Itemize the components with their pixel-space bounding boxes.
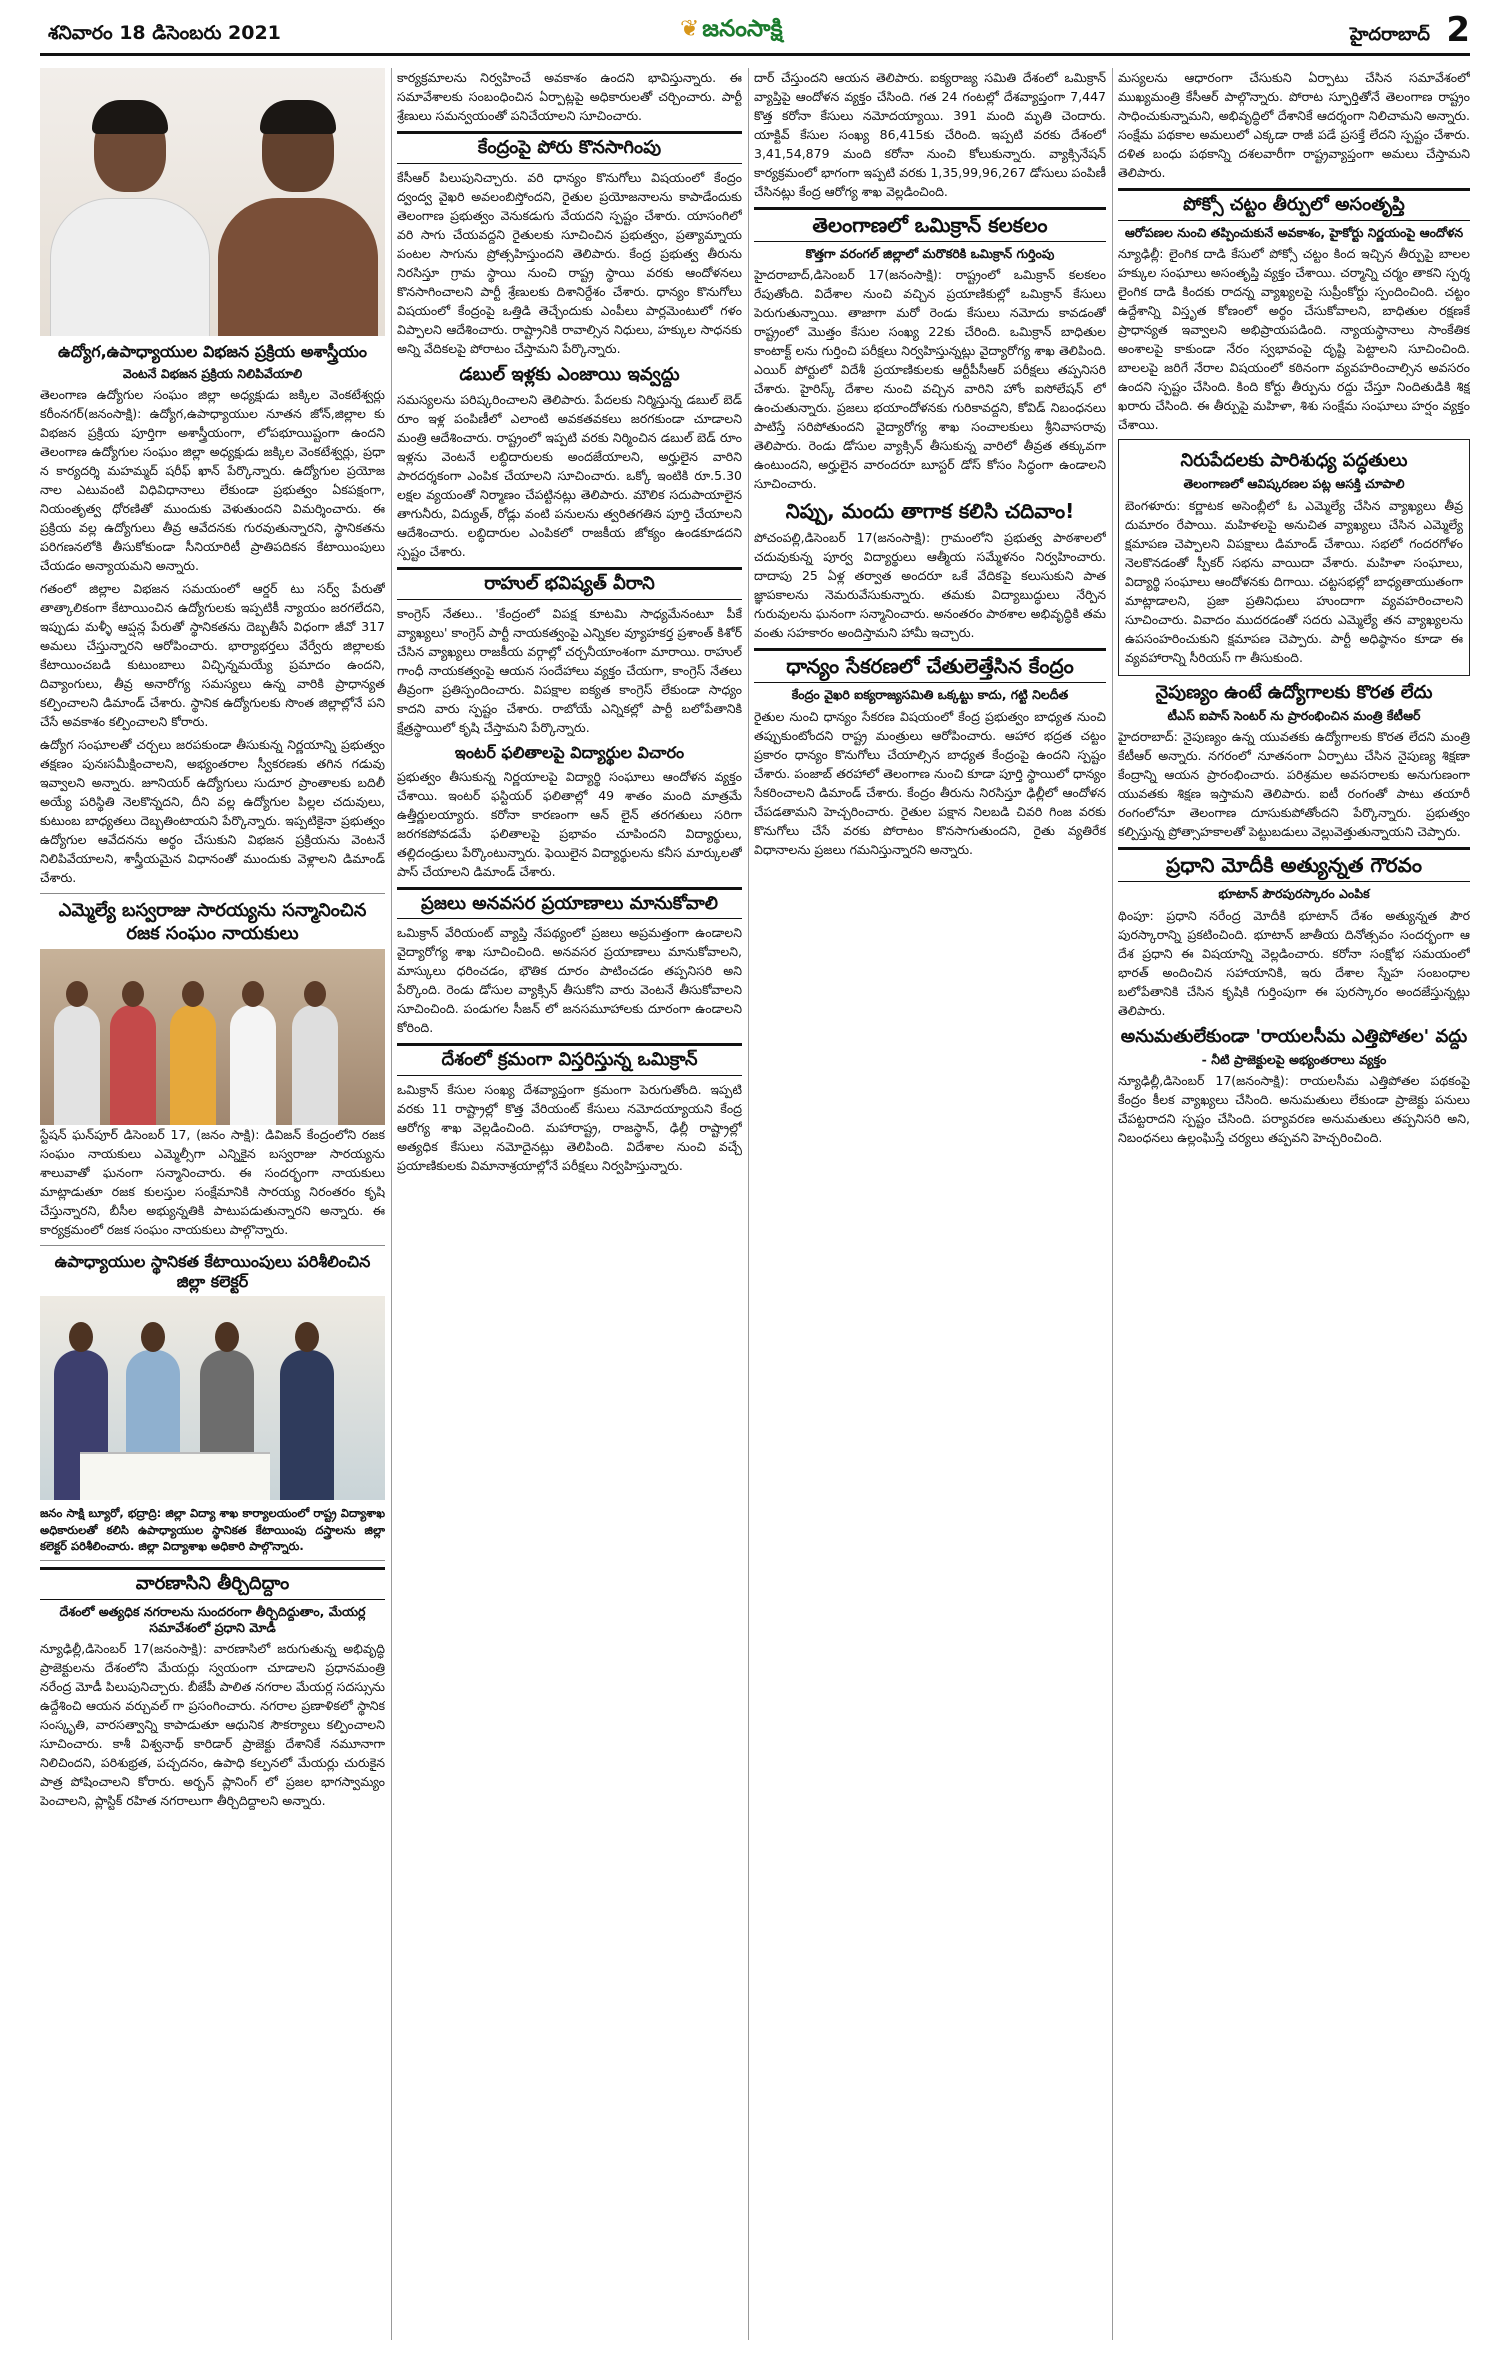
column-divider (1112, 68, 1113, 2340)
issue-date: శనివారం 18 డిసెంబరు 2021 (48, 22, 281, 44)
column-4 (1118, 68, 1470, 2340)
headline: ధాన్యం సేకరణలో చేతులెత్తేసిన కేంద్రం (754, 648, 1106, 683)
headline: పోక్సో చట్టం తీర్పులో అసంతృప్తి (1118, 188, 1470, 221)
person-figure (50, 86, 210, 336)
article-body: న్యూఢిల్లీ,డిసెంబర్ 17(జనంసాక్షి): రాయలసీమ ఎత్తిపోతల పథకంపై కేంద్రం కీలక వ్యాఖ్యలు చేసింది. అనుమతులు లేకుండా ప్రాజెక్టు పనులు చేపట్టరాదని స్పష్టం చేసింది. పర్యావరణ అనుమతులు తప్పనిసరి అని, నిబంధనలు ఉల్లంఘిస్తే చర్యలు తప్పవని హెచ్చరించింది. (1118, 1073, 1470, 1146)
subheadline: టీఎస్ ఐపాస్ సెంటర్ ను ప్రారంభించిన మంత్రి కేటీఆర్ (1167, 708, 1421, 723)
column-1 (40, 68, 385, 2340)
person-figure (218, 86, 378, 336)
article-body: ప్రభుత్వం తీసుకున్న నిర్ణయాలపై విద్యార్థి సంఘాలు ఆందోళన వ్యక్తం చేశాయి. ఇంటర్ ఫస్టియర్ ఫలితాల్లో 49 శాతం మంది మాత్రమే ఉత్తీర్ణులయ్యారు. కరోనా కారణంగా ఆన్ లైన్ తరగతులు సరిగా జరగకపోవడమే ఫలితాలపై ప్రభావం చూపిందని విద్యార్థులు, తల్లిదండ్రులు పేర్కొంటున్నారు. ఫెయిలైన విద్యార్థులను కనీస మార్కులతో పాస్ చేయాలని డిమాండ్ చేశారు. (397, 768, 742, 879)
article-body: కార్యక్రమాలను నిర్వహించే అవకాశం ఉందని భావిస్తున్నారు. ఈ సమావేశాలకు సంబంధించిన ఏర్పాట్లపై అధికారులతో చర్చించారు. పార్టీ శ్రేణులు సమన్వయంతో పనిచేయాలని సూచించారు. (397, 70, 742, 123)
headline: ఎమ్మెల్యే బస్వరాజు సారయ్యను సన్మానించిన రజక సంఘం నాయకులు (58, 900, 367, 944)
felicitation-photo (40, 949, 385, 1125)
subheadline: - నీటి ప్రాజెక్టులపై అభ్యంతరాలు వ్యక్తం (1201, 1052, 1387, 1067)
edition-city: హైదరాబాద్ (1349, 24, 1430, 45)
headline: వారణాసిని తీర్చిదిద్దాం (40, 1567, 385, 1600)
subheadline: కేంద్రం వైఖరి ఐక్యరాజ్యసమితి ఒక్కట్టు కాదు, గట్టి నిలదీత (791, 687, 1069, 703)
leaf-icon: ❦ (680, 16, 700, 42)
headline: దేశంలో క్రమంగా విస్తరిస్తున్న ఒమిక్రాన్ (397, 1043, 742, 1076)
column-3 (754, 68, 1106, 2340)
headline: ప్రధాని మోదీకి అత్యున్నత గౌరవం (1118, 847, 1470, 882)
article-body: సమస్యలను పరిష్కరించాలని తెలిపారు. పేదలకు నిర్మిస్తున్న డబుల్ బెడ్ రూం ఇళ్ల పంపిణీలో ఎలాంటి అవకతవకలు జరగకుండా చూడాలని మంత్రి ఆదేశించారు. రాష్ట్రంలో ఇప్పటి వరకు నిర్మించిన డబుల్ బెడ్ రూం ఇళ్లను వెంటనే లబ్ధిదారులకు అందజేయాలని, అర్హులైన వారిని పారదర్శకంగా ఎంపిక చేయాలని సూచించారు. ఒక్కో ఇంటికి రూ.5.30 లక్షల వ్యయంతో నిర్మాణం చేపట్టినట్లు తెలిపారు. మౌలిక సదుపాయాలైన తాగునీరు, విద్యుత్, రోడ్లు వంటి పనులను త్వరితగతిన పూర్తి చేయాలని ఆదేశించారు. లబ్ధిదారుల ఎంపికలో రాజకీయ జోక్యం ఉండకూడదని స్పష్టం చేశారు. (397, 392, 742, 559)
article-box (1118, 439, 1470, 676)
article-body: ఒమిక్రాన్ వేరియంట్ వ్యాప్తి నేపథ్యంలో ప్రజలు అప్రమత్తంగా ఉండాలని వైద్యారోగ్య శాఖ సూచించింది. అనవసర ప్రయాణాలు మానుకోవాలని, మాస్కులు ధరించడం, భౌతిక దూరం పాటించడం తప్పనిసరి అని పేర్కొంది. రెండు డోసుల వ్యాక్సిన్ తీసుకోని వారు వెంటనే తీసుకోవాలని సూచించింది. పండుగల సీజన్ లో జనసమూహాలకు దూరంగా ఉండాలని కోరింది. (397, 925, 742, 1035)
subheadline: వెంటనే విభజన ప్రక్రియ నిలిపివేయాలి (122, 366, 303, 381)
article-body: కాంగ్రెస్ నేతలు.. 'కేంద్రంలో విపక్ష కూటమి సాధ్యమేనంటూ పీకే వ్యాఖ్యలు' కాంగ్రెస్ పార్టీ నాయకత్వంపై ఎన్నికల వ్యూహకర్త ప్రశాంత్ కిశోర్ చేసిన వ్యాఖ్యలు రాజకీయ వర్గాల్లో చర్చనీయాంశంగా మారాయి. రాహుల్ గాంధీ నాయకత్వంపై ఆయన సందేహాలు వ్యక్తం చేయగా, కాంగ్రెస్ నేతలు తీవ్రంగా ప్రతిస్పందించారు. విపక్షాల ఐక్యత కాంగ్రెస్ లేకుండా సాధ్యం కాదని వారు స్పష్టం చేశారు. రాబోయే ఎన్నికల్లో పార్టీ బలోపేతానికి క్షేత్రస్థాయిలో కృషి చేస్తామని పేర్కొన్నారు. (397, 605, 742, 735)
newspaper-name: జనంసాక్షి (702, 16, 783, 42)
headline: నిప్పు, మందు తాగాక కలిసి చదివాం! (785, 499, 1075, 524)
page-number: 2 (1446, 10, 1470, 50)
headline: అనుమతులేకుండా 'రాయలసీమ ఎత్తిపోతల' వద్దు (1120, 1025, 1468, 1047)
article-body: న్యూఢిల్లీ,డిసెంబర్ 17(జనంసాక్షి): వారణాసిలో జరుగుతున్న అభివృద్ధి ప్రాజెక్టులను దేశంలోని మేయర్లు స్వయంగా చూడాలని ప్రధానమంత్రి నరేంద్ర మోడీ పిలుపునిచ్చారు. బీజేపీ పాలిత నగరాల మేయర్ల సదస్సును ఉద్దేశించి ఆయన వర్చువల్ గా ప్రసంగించారు. నగరాల ప్రణాళికలో స్థానిక సంస్కృతి, వారసత్వాన్ని కాపాడుతూ ఆధునిక సౌకర్యాలు కల్పించాలని సూచించారు. కాశీ విశ్వనాథ్ కారిడార్ ప్రాజెక్టు దేశానికే నమూనాగా నిలిచిందని, పరిశుభ్రత, పచ్చదనం, ఉపాధి కల్పనలో మేయర్లు చురుకైన పాత్ర పోషించాలని కోరారు. అర్బన్ ప్లానింగ్ లో ప్రజల భాగస్వామ్యం పెంచాలని, ప్లాస్టిక్ రహిత నగరాలుగా తీర్చిదిద్దాలని అన్నారు. (40, 1641, 385, 1809)
headline: ఉపాధ్యాయుల స్థానికత కేటాయింపులు పరిశీలించిన జిల్లా కలెక్టర్ (54, 1252, 371, 1292)
photo-caption: జనం సాక్షి బ్యూరో, భద్రాద్రి: జిల్లా విద్యా శాఖ కార్యాలయంలో రాష్ట్ర విద్యాశాఖ అధికారులతో కలిసి ఉపాధ్యాయుల స్థానికత కేటాయింపు దస్త్రాలను జిల్లా కలెక్టర్ పరిశీలించారు. జిల్లా విద్యాశాఖ అధికారి పాల్గొన్నారు. (40, 1506, 385, 1553)
column-2 (397, 68, 742, 2340)
article-body: థింపూ: ప్రధాని నరేంద్ర మోదీకి భూటాన్ దేశం అత్యున్నత పౌర పురస్కారాన్ని ప్రకటించింది. భూటాన్ జాతీయ దినోత్సవం సందర్భంగా ఆ దేశ ప్రధాని ఈ విషయాన్ని వెల్లడించారు. కరోనా సంక్షోభ సమయంలో భారత్ అందించిన సహాయానికి, ఇరు దేశాల స్నేహ సంబంధాల బలోపేతానికి చేసిన కృషికి గుర్తింపుగా ఈ పురస్కారం అందజేస్తున్నట్లు తెలిపారు. (1118, 907, 1470, 1018)
article-body: ఉద్యోగ సంఘాలతో చర్చలు జరపకుండా తీసుకున్న నిర్ణయాన్ని ప్రభుత్వం తక్షణం పునఃసమీక్షించాలని, అభ్యంతరాల స్వీకరణకు తగిన గడువు ఇవ్వాలని అన్నారు. జూనియర్ ఉద్యోగులు సుదూర ప్రాంతాలకు బదిలీ అయ్యే పరిస్థితి నెలకొన్నదని, దీని వల్ల ఉద్యోగుల పిల్లల చదువులు, కుటుంబ బాధ్యతలు దెబ్బతింటాయని పేర్కొన్నారు. ఇప్పటికైనా ప్రభుత్వం ఉద్యోగుల ఆవేదనను అర్థం చేసుకుని విభజన ప్రక్రియను వెంటనే నిలిపివేయాలని, శాస్త్రీయమైన విధానంతో ముందుకు వెళ్లాలని డిమాండ్ చేశారు. (40, 737, 385, 886)
headline: నైపుణ్యం ఉంటే ఉద్యోగాలకు కొరత లేదు (1155, 681, 1433, 703)
article-body: న్యూఢిల్లీ: లైంగిక దాడి కేసులో పోక్సో చట్టం కింద ఇచ్చిన తీర్పుపై బాలల హక్కుల సంఘాలు అసంతృప్తి వ్యక్తం చేశాయి. చర్మాన్ని చర్మం తాకని స్పర్శ లైంగిక దాడి కిందకు రాదన్న వ్యాఖ్యలపై సుప్రీంకోర్టు స్పందించింది. చట్టం ఉద్దేశాన్ని విస్తృత కోణంలో అర్థం చేసుకోవాలని, బాధితుల రక్షణకే ప్రాధాన్యత ఇవ్వాలని అభిప్రాయపడింది. న్యాయస్థానాలు సాంకేతిక అంశాలపై కాకుండా నేరం స్వభావంపై దృష్టి పెట్టాలని సూచించింది. బాలలపై జరిగే నేరాల విషయంలో కఠినంగా వ్యవహరించాల్సిన అవసరం ఉందని స్పష్టం చేసింది. కింది కోర్టు తీర్పును రద్దు చేస్తూ నిందితుడికి శిక్ష ఖరారు చేసింది. ఈ తీర్పుపై మహిళా, శిశు సంక్షేమ సంఘాలు హర్షం వ్యక్తం చేశాయి. (1118, 245, 1470, 432)
masthead (40, 12, 1470, 56)
article-body: హైదరాబాద్,డిసెంబర్ 17(జనంసాక్షి): రాష్ట్రంలో ఒమిక్రాన్ కలకలం రేపుతోంది. విదేశాల నుంచి వచ్చిన ప్రయాణికుల్లో ఒమిక్రాన్ కేసులు పెరుగుతున్నాయి. తాజాగా మరో రెండు కేసులు నమోదు కావడంతో రాష్ట్రంలో మొత్తం కేసుల సంఖ్య 22కు చేరింది. ఒమిక్రాన్ బాధితుల కాంటాక్ట్ లను గుర్తించి పరీక్షలు నిర్వహిస్తున్నట్లు వైద్యారోగ్య శాఖ తెలిపింది. ఎయిర్ పోర్టులో విదేశీ ప్రయాణికులకు ఆర్టీపీసీఆర్ పరీక్షలు తప్పనిసరి చేశారు. హైరిస్క్ దేశాల నుంచి వచ్చిన వారిని హోం ఐసోలేషన్ లో ఉంచుతున్నారు. ప్రజలు భయాందోళనకు గురికావద్దని, కోవిడ్ నిబంధనలు పాటిస్తే సరిపోతుందని వైద్యారోగ్య శాఖ సంచాలకులు శ్రీనివాసరావు తెలిపారు. రెండు డోసుల వ్యాక్సిన్ తీసుకున్న వారిలో తీవ్రత తక్కువగా ఉంటుందని, అర్హులైన వారందరూ బూస్టర్ డోస్ కోసం సిద్ధంగా ఉండాలని సూచించారు. (754, 267, 1106, 492)
article-body: ఒమిక్రాన్ కేసుల సంఖ్య దేశవ్యాప్తంగా క్రమంగా పెరుగుతోంది. ఇప్పటి వరకు 11 రాష్ట్రాల్లో కొత్త వేరియంట్ కేసులు నమోదయ్యాయని కేంద్ర ఆరోగ్య శాఖ వెల్లడించింది. మహారాష్ట్ర, రాజస్థాన్, ఢిల్లీ రాష్ట్రాల్లో అత్యధిక కేసులు నమోదైనట్లు తెలిపింది. విదేశాల నుంచి వచ్చే ప్రయాణికులకు విమానాశ్రయాల్లోనే పరీక్షలు నిర్వహిస్తున్నారు. (397, 1081, 742, 1173)
article-body: కేసీఆర్ పిలుపునిచ్చారు. వరి ధాన్యం కొనుగోలు విషయంలో కేంద్రం ద్వంద్వ వైఖరి అవలంబిస్తోందని, రైతుల ప్రయోజనాలను కాపాడేందుకు తెలంగాణ ప్రభుత్వం వెనుకడుగు వేయదని స్పష్టం చేశారు. యాసంగిలో వరి సాగు చేయవద్దని రైతులకు సూచించిన ప్రభుత్వం, ప్రత్యామ్నాయ పంటల సాగును ప్రోత్సహిస్తుందని తెలిపారు. కేంద్ర ప్రభుత్వ తీరును నిరసిస్తూ గ్రామ స్థాయి నుంచి రాష్ట్ర స్థాయి వరకు ఆందోళనలు కొనసాగించాలని పార్టీ శ్రేణులకు దిశానిర్దేశం చేశారు. ధాన్యం కొనుగోలు విషయంలో కేంద్రంపై ఒత్తిడి తెచ్చేందుకు ఎంపీలు పార్లమెంటులో గళం విప్పాలని ఆదేశించారు. రాష్ట్రానికి రావాల్సిన నిధులు, హక్కుల సాధనకు అన్ని వేదికలపై పోరాటం చేస్తామని పేర్కొన్నారు. (397, 169, 742, 356)
article-body: దార్ చేస్తుందని ఆయన తెలిపారు. ఐక్యరాజ్య సమితి దేశంలో ఒమిక్రాన్ వ్యాప్తిపై ఆందోళన వ్యక్తం చేసింది. గత 24 గంటల్లో దేశవ్యాప్తంగా 7,447 కొత్త కరోనా కేసులు నమోదయ్యాయి. 391 మంది మృతి చెందారు. యాక్టివ్ కేసుల సంఖ్య 86,415కు చేరింది. ఇప్పటి వరకు దేశంలో 3,41,54,879 మంది కరోనా నుంచి కోలుకున్నారు. వ్యాక్సినేషన్ కార్యక్రమంలో భాగంగా ఇప్పటి వరకు 1,35,99,96,267 డోసులు పంపిణీ చేసినట్లు కేంద్ర ఆరోగ్య శాఖ వెల్లడించింది. (754, 70, 1106, 199)
headline: ఉద్యోగ,ఉపాధ్యాయుల విభజన ప్రక్రియ అశాస్త్రీయం (57, 342, 368, 361)
article-body: తెలంగాణ ఉద్యోగుల సంఘం జిల్లా అధ్యక్షుడు జక్కిల వెంకటేశ్వర్లు కరీంనగర్(జనంసాక్షి): ఉద్యోగ,ఉపాధ్యాయుల నూతన జోన్,జిల్లాల కు విభజన ప్రక్రియ పూర్తిగా అశాస్త్రీయంగా, లోపభూయిష్టంగా ఉందని తెలంగాణ ఉద్యోగుల సంఘం జిల్లా అధ్యక్షుడు జక్కిల వెంకటేశ్వర్లు, ప్రధా న కార్యదర్శి మహమ్మద్ షరీఫ్ ఖాన్ పేర్కొన్నారు. ఉద్యోగుల ప్రయోజ నాల ఎటువంటి విధివిధానాలు లేకుండా ప్రభుత్వం ఏకపక్షంగా, నియంతృత్వ ధోరణితో ముందుకు వెళుతుందని విమర్శించారు. ఈ ప్రక్రియ వల్ల ఉద్యోగులు తీవ్ర ఆవేదనకు గురవుతున్నారని, స్థానికతను పరిగణనలోకి తీసుకోకుండా సీనియారిటీ ప్రాతిపదికన కేటాయింపులు చేయడం అన్యాయమని అన్నారు. (40, 387, 385, 574)
headline: నిరుపేదలకు పారిశుధ్య పద్ధతులు (1180, 449, 1408, 471)
column-divider (748, 68, 749, 2340)
headline: రాహుల్ భవిష్యత్ వీరాని (397, 567, 742, 600)
column-divider (391, 68, 392, 2340)
newspaper-logo[interactable] (680, 16, 783, 48)
article-body: బెంగళూరు: కర్ణాటక అసెంబ్లీలో ఓ ఎమ్మెల్యే చేసిన వ్యాఖ్యలు తీవ్ర దుమారం రేపాయి. మహిళలపై అనుచిత వ్యాఖ్యలు చేసిన ఎమ్మెల్యే క్షమాపణ చెప్పాలని విపక్షాలు డిమాండ్ చేశాయి. సభలో గందరగోళం నెలకొనడంతో స్పీకర్ సభను వాయిదా వేశారు. మహిళా సంఘాలు, విద్యార్థి సంఘాలు ఆందోళనకు దిగాయి. చట్టసభల్లో బాధ్యతాయుతంగా మాట్లాడాలని, ప్రజా ప్రతినిధులు హుందాగా వ్యవహరించాలని సూచించారు. వివాదం ముదరడంతో సదరు ఎమ్మెల్యే తన వ్యాఖ్యలను ఉపసంహరించుకుని క్షమాపణ చెప్పారు. పార్టీ అధిష్ఠానం కూడా ఈ వ్యవహారాన్ని సీరియస్ గా తీసుకుంది. (1125, 497, 1463, 665)
subheadline: దేశంలో అత్యధిక నగరాలను సుందరంగా తీర్చిదిద్దుతాం, మేయర్ల సమావేశంలో ప్రధాని మోడీ (59, 1603, 366, 1635)
article-body: స్టేషన్ ఘన్‌పూర్ డిసెంబర్ 17, (జనం సాక్షి): డివిజన్ కేంద్రంలోని రజక సంఘం నాయకులు ఎమ్మెల్సీగా ఎన్నికైన బస్వరాజు సారయ్యను శాలువాతో ఘనంగా సన్మానించారు. ఈ సందర్భంగా నాయకులు మాట్లాడుతూ రజక కులస్తుల సంక్షేమానికి సారయ్య నిరంతరం కృషి చేస్తున్నారని, బీసీల అభ్యున్నతికి పాటుపడుతున్నారని అన్నారు. ఈ కార్యక్రమంలో రజక సంఘం నాయకులు పాల్గొన్నారు. (40, 1127, 385, 1238)
article-body: రైతుల నుంచి ధాన్యం సేకరణ విషయంలో కేంద్ర ప్రభుత్వం బాధ్యత నుంచి తప్పుకుంటోందని రాష్ట్ర మంత్రులు ఆరోపించారు. ఆహార భద్రత చట్టం ప్రకారం ధాన్యం కొనుగోలు చేయాల్సిన బాధ్యత కేంద్రంపై ఉందని స్పష్టం చేశారు. పంజాబ్ తరహాలో తెలంగాణ నుంచి కూడా పూర్తి స్థాయిలో ధాన్యం సేకరించాలని డిమాండ్ చేశారు. కేంద్రం తీరును నిరసిస్తూ ఢిల్లీలో ఆందోళన చేపడతామని హెచ్చరించారు. రైతుల పక్షాన నిలబడి చివరి గింజ వరకు కొనుగోలు చేసే వరకు పోరాటం కొనసాగుతుందని, రైతు వ్యతిరేక విధానాలను ప్రజలు గమనిస్తున్నారని అన్నారు. (754, 708, 1106, 857)
article-body: పోచంపల్లి,డిసెంబర్ 17(జనంసాక్షి): గ్రామంలోని ప్రభుత్వ పాఠశాలలో చదువుకున్న పూర్వ విద్యార్థులు ఆత్మీయ సమ్మేళనం నిర్వహించారు. దాదాపు 25 ఏళ్ల తర్వాత అందరూ ఒకే వేదికపై కలుసుకుని పాత జ్ఞాపకాలను నెమరువేసుకున్నారు. తమకు విద్యాబుద్ధులు నేర్పిన గురువులను ఘనంగా సన్మానించారు. అనంతరం పాఠశాల అభివృద్ధికి తమ వంతు సహకారం అందిస్తామని హామీ ఇచ్చారు. (754, 530, 1106, 641)
headline: డబుల్ ఇళ్లకు ఎంజాయి ఇవ్వద్దు (459, 363, 680, 385)
collector-inspection-photo (40, 1296, 385, 1500)
article-body: మస్యలను ఆధారంగా చేసుకుని ఏర్పాటు చేసిన సమావేశంలో ముఖ్యమంత్రి కేసీఆర్ పాల్గొన్నారు. పోరాట స్ఫూర్తితోనే తెలంగాణ రాష్ట్రం సాధించుకున్నామని, అభివృద్ధిలో దేశానికే ఆదర్శంగా నిలిచామని అన్నారు. సంక్షేమ పథకాల అమలులో ఎక్కడా రాజీ పడే ప్రసక్తే లేదని స్పష్టం చేశారు. దళిత బంధు పథకాన్ని దశలవారీగా రాష్ట్రవ్యాప్తంగా అమలు చేస్తామని తెలిపారు. (1118, 70, 1470, 180)
headline: తెలంగాణలో ఒమిక్రాన్ కలకలం (754, 207, 1106, 242)
article-body: గతంలో జిల్లాల విభజన సమయంలో ఆర్డర్ టు సర్వ్ పేరుతో తాత్కాలికంగా కేటాయించిన ఉద్యోగులకు ఇప్పటికీ న్యాయం జరగలేదని, ఇప్పుడు మళ్ళీ ఆప్షన్ల పేరుతో స్థానికతను దెబ్బతీసే విధంగా జీవో 317 అమలు చేస్తున్నారని ఆరోపించారు. భార్యాభర్తలు వేర్వేరు జిల్లాలకు కేటాయించబడి కుటుంబాలు విచ్ఛిన్నమయ్యే ప్రమాదం ఉందని, దివ్యాంగులు, తీవ్ర అనారోగ్య సమస్యలు ఉన్న వారికి ప్రాధాన్యత కల్పించాలని డిమాండ్ చేశారు. స్థానిక ఉద్యోగులకు సొంత జిల్లాల్లోనే పని చేసే అవకాశం కల్పించాలని కోరారు. (40, 581, 385, 730)
headline: ప్రజలు అనవసర ప్రయాణాలు మానుకోవాలి (397, 887, 742, 920)
headline: కేంద్రంపై పోరు కొనసాగింపు (397, 131, 742, 164)
subheadline: తెలంగాణలో ఆవిష్కరణల పట్ల ఆసక్తి చూపాలి (1183, 476, 1405, 492)
subheadline: ఆరోపణల నుంచి తప్పించుకునే అవకాశం, హైకోర్టు నిర్ణయంపై ఆందోళన (1124, 224, 1464, 240)
leaders-photo (40, 68, 385, 336)
subheadline: భూటాన్ పౌరపురస్కారం ఎంపిక (1218, 886, 1370, 902)
article-body: హైదరాబాద్: నైపుణ్యం ఉన్న యువతకు ఉద్యోగాలకు కొరత లేదని మంత్రి కేటీఆర్ అన్నారు. నగరంలో నూతనంగా ఏర్పాటు చేసిన నైపుణ్య శిక్షణా కేంద్రాన్ని ఆయన ప్రారంభించారు. పరిశ్రమల అవసరాలకు అనుగుణంగా యువతకు శిక్షణ ఇస్తామని తెలిపారు. ఐటీ రంగంతో పాటు తయారీ రంగంలోనూ తెలంగాణ దూసుకుపోతోందని పేర్కొన్నారు. ప్రభుత్వం కల్పిస్తున్న ప్రోత్సాహకాలతో పెట్టుబడులు వెల్లువెత్తుతున్నాయని చెప్పారు. (1118, 729, 1470, 840)
subheadline: కొత్తగా వరంగల్ జిల్లాలో మరొకరికి ఒమిక్రాన్ గుర్తింపు (805, 246, 1055, 261)
headline: ఇంటర్ ఫలితాలపై విద్యార్థుల విచారం (454, 742, 685, 762)
